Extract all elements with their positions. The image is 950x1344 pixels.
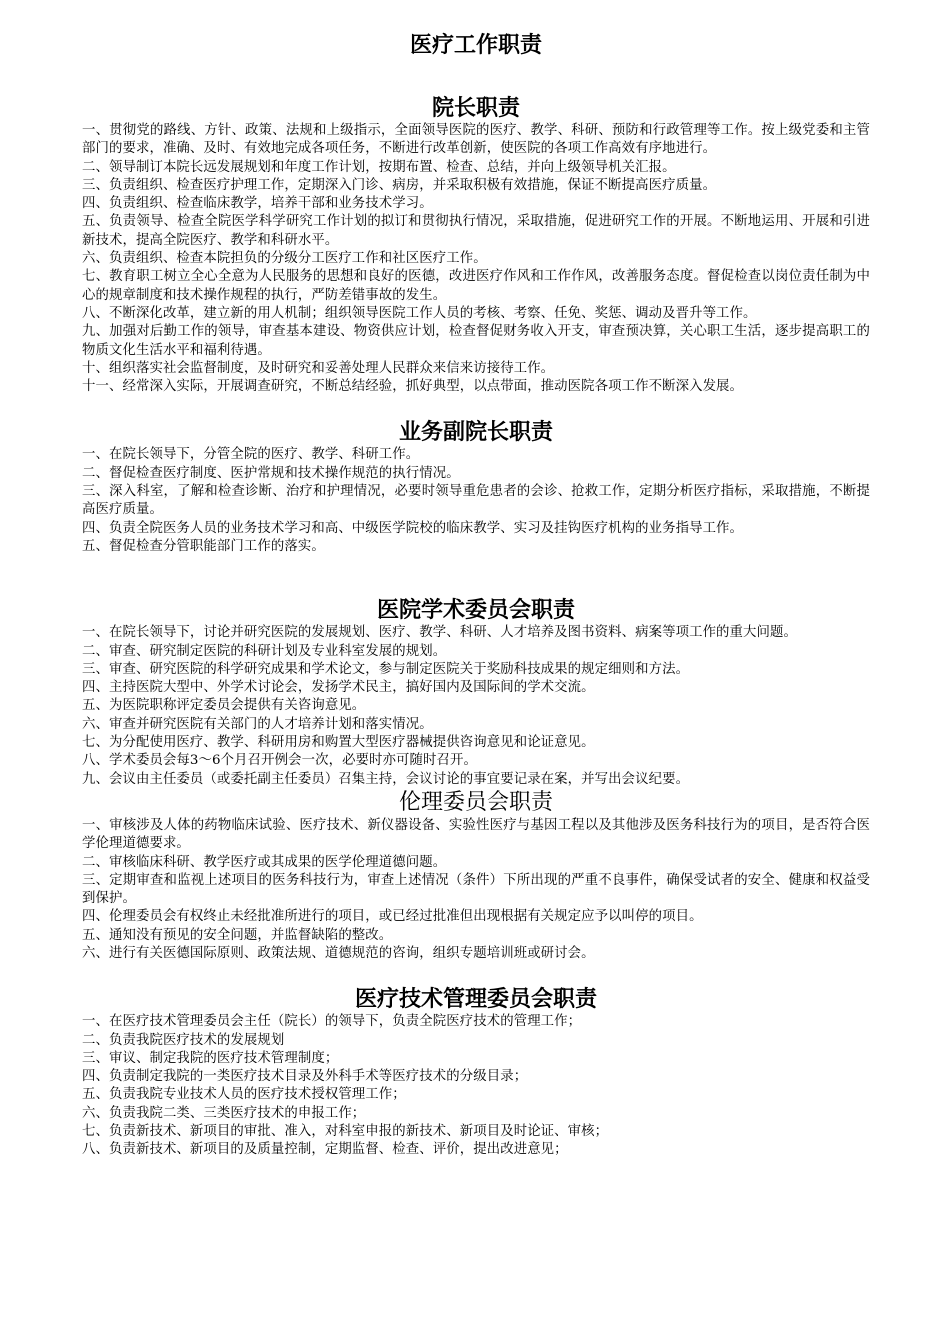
list-item: 五、通知没有预见的安全问题，并监督缺陷的整改。 <box>82 927 393 943</box>
section-title: 院长职责 <box>431 95 520 121</box>
list-item: 一、在医疗技术管理委员会主任（院长）的领导下，负责全院医疗技术的管理工作； <box>82 1014 582 1030</box>
list-item: 九、加强对后勤工作的领导，审查基本建设、物资供应计划，检查督促财务收入开支，审查预决算，关心职工生活，逐步提高职工的物质文化生活水平和福利待遇。 <box>82 324 870 358</box>
list-item: 七、教育职工树立全心全意为人民服务的思想和良好的医德，改进医疗作风和工作作风，改善服务态度。督促检查以岗位责任制为中心的规章制度和技术操作规程的执行，严防差错事故的发生。 <box>82 269 870 303</box>
section-title: 伦理委员会职责 <box>398 789 553 815</box>
section-president-duties <box>82 94 870 396</box>
list-item: 三、负责组织、检查医疗护理工作，定期深入门诊、病房，并采取积极有效措施，保证不断提高医疗质量。 <box>82 177 717 193</box>
list-item: 五、负责我院专业技术人员的医疗技术授权管理工作； <box>82 1087 406 1103</box>
list-item: 四、负责全院医务人员的业务技术学习和高、中级医学院校的临床教学、实习及挂钩医疗机构的业务指导工作。 <box>82 520 744 536</box>
section-vice-president-duties <box>82 418 870 556</box>
section-ethics-committee-duties <box>82 789 870 963</box>
spacer <box>82 556 870 596</box>
list-item: 六、审查并研究医院有关部门的人才培养计划和落实情况。 <box>82 716 433 732</box>
list-item: 三、审议、制定我院的医疗技术管理制度； <box>82 1050 339 1066</box>
list-item: 七、为分配使用医疗、教学、科研用房和购置大型医疗器械提供咨询意见和论证意见。 <box>82 735 595 751</box>
section-title: 医院学术委员会职责 <box>376 597 575 624</box>
list-item: 三、深入科室，了解和检查诊断、治疗和护理情况，必要时领导重危患者的会诊、抢救工作，定期分析医疗指标，采取措施，不断提高医疗质量。 <box>82 484 870 518</box>
list-item: 七、负责新技术、新项目的审批、准入，对科室申报的新技术、新项目及时论证、审核； <box>82 1124 609 1140</box>
list-item: 一、审核涉及人体的药物临床试验、医疗技术、新仪器设备、实验性医疗与基因工程以及其他涉及医务科技行为的项目，是否符合医学伦理道德要求。 <box>82 817 870 852</box>
section-title: 医疗技术管理委员会职责 <box>354 986 597 1013</box>
list-item: 二、负责我院医疗技术的发展规划 <box>82 1032 285 1048</box>
section-tech-management-committee-duties <box>82 985 870 1159</box>
list-item: 三、定期审查和监视上述项目的医务科技行为，审查上述情况（条件）下所出现的严重不良事件，确保受试者的安全、健康和权益受到保护。 <box>82 872 870 907</box>
list-item: 八、负责新技术、新项目的及质量控制，定期监督、检查、评价，提出改进意见； <box>82 1142 568 1158</box>
list-item: 二、领导制订本院长远发展规划和年度工作计划，按期布置、检查、总结，并向上级领导机关汇报。 <box>82 159 676 175</box>
list-item: 四、主持医院大型中、外学术讨论会，发扬学术民主，搞好国内及国际间的学术交流。 <box>82 680 595 696</box>
list-item: 三、审查、研究医院的科学研究成果和学术论文，参与制定医院关于奖励科技成果的规定细则和方法。 <box>82 661 690 677</box>
list-item: 六、负责我院二类、三类医疗技术的申报工作； <box>82 1105 366 1121</box>
list-item: 二、审查、研究制定医院的科研计划及专业科室发展的规划。 <box>82 643 447 659</box>
list-item: 四、伦理委员会有权终止未经批准所进行的项目，或已经过批准但出现根据有关规定应予以叫停的项目。 <box>82 909 703 925</box>
list-item: 五、负责领导、检查全院医学科学研究工作计划的拟订和贯彻执行情况，采取措施，促进研究工作的开展。不断地运用、开展和引进新技术，提高全院医疗、教学和科研水平。 <box>82 214 870 248</box>
list-item: 十一、经常深入实际，开展调查研究，不断总结经验，抓好典型，以点带面，推动医院各项工作不断深入发展。 <box>82 379 744 395</box>
list-item: 一、在院长领导下，讨论并研究医院的发展规划、医疗、教学、科研、人才培养及图书资料、病案等项工作的重大问题。 <box>82 625 797 641</box>
list-item: 六、进行有关医德国际原则、政策法规、道德规范的咨询，组织专题培训班或研讨会。 <box>82 945 595 961</box>
list-item: 十、组织落实社会监督制度，及时研究和妥善处理人民群众来信来访接待工作。 <box>82 360 555 376</box>
section-title: 业务副院长职责 <box>398 419 553 446</box>
section-academic-committee-duties <box>82 596 870 789</box>
document-title: 医疗工作职责 <box>409 32 542 58</box>
list-item: 二、审核临床科研、教学医疗或其成果的医学伦理道德问题。 <box>82 854 447 870</box>
list-item: 四、负责制定我院的一类医疗技术目录及外科手术等医疗技术的分级目录； <box>82 1069 528 1085</box>
list-item: 五、督促检查分管职能部门工作的落实。 <box>82 538 325 554</box>
list-item: 四、负责组织、检查临床教学，培养干部和业务技术学习。 <box>82 196 433 212</box>
list-item: 一、在院长领导下，分管全院的医疗、教学、科研工作。 <box>82 447 420 463</box>
list-item: 八、不断深化改革，建立新的用人机制；组织领导医院工作人员的考核、考察、任免、奖惩、调动及晋升等工作。 <box>82 305 757 321</box>
list-item: 八、学术委员会每3～6个月召开例会一次，必要时亦可随时召开。 <box>82 753 477 769</box>
document-page <box>82 30 870 1160</box>
list-item: 六、负责组织、检查本院担负的分级分工医疗工作和社区医疗工作。 <box>82 251 487 267</box>
list-item: 九、会议由主任委员（或委托副主任委员）召集主持，会议讨论的事宜要记录在案，并写出会议纪要。 <box>82 771 690 787</box>
list-item: 二、督促检查医疗制度、医护常规和技术操作规范的执行情况。 <box>82 465 460 481</box>
spacer <box>82 963 870 985</box>
list-item: 一、贯彻党的路线、方针、政策、法规和上级指示，全面领导医院的医疗、教学、科研、预防和行政管理等工作。按上级党委和主管部门的要求，准确、及时、有效地完成各项任务，不断进行改革创新，使医院的各项工作高效有序地进行。 <box>82 123 870 157</box>
spacer <box>82 396 870 418</box>
list-item: 五、为医院职称评定委员会提供有关咨询意见。 <box>82 698 366 714</box>
